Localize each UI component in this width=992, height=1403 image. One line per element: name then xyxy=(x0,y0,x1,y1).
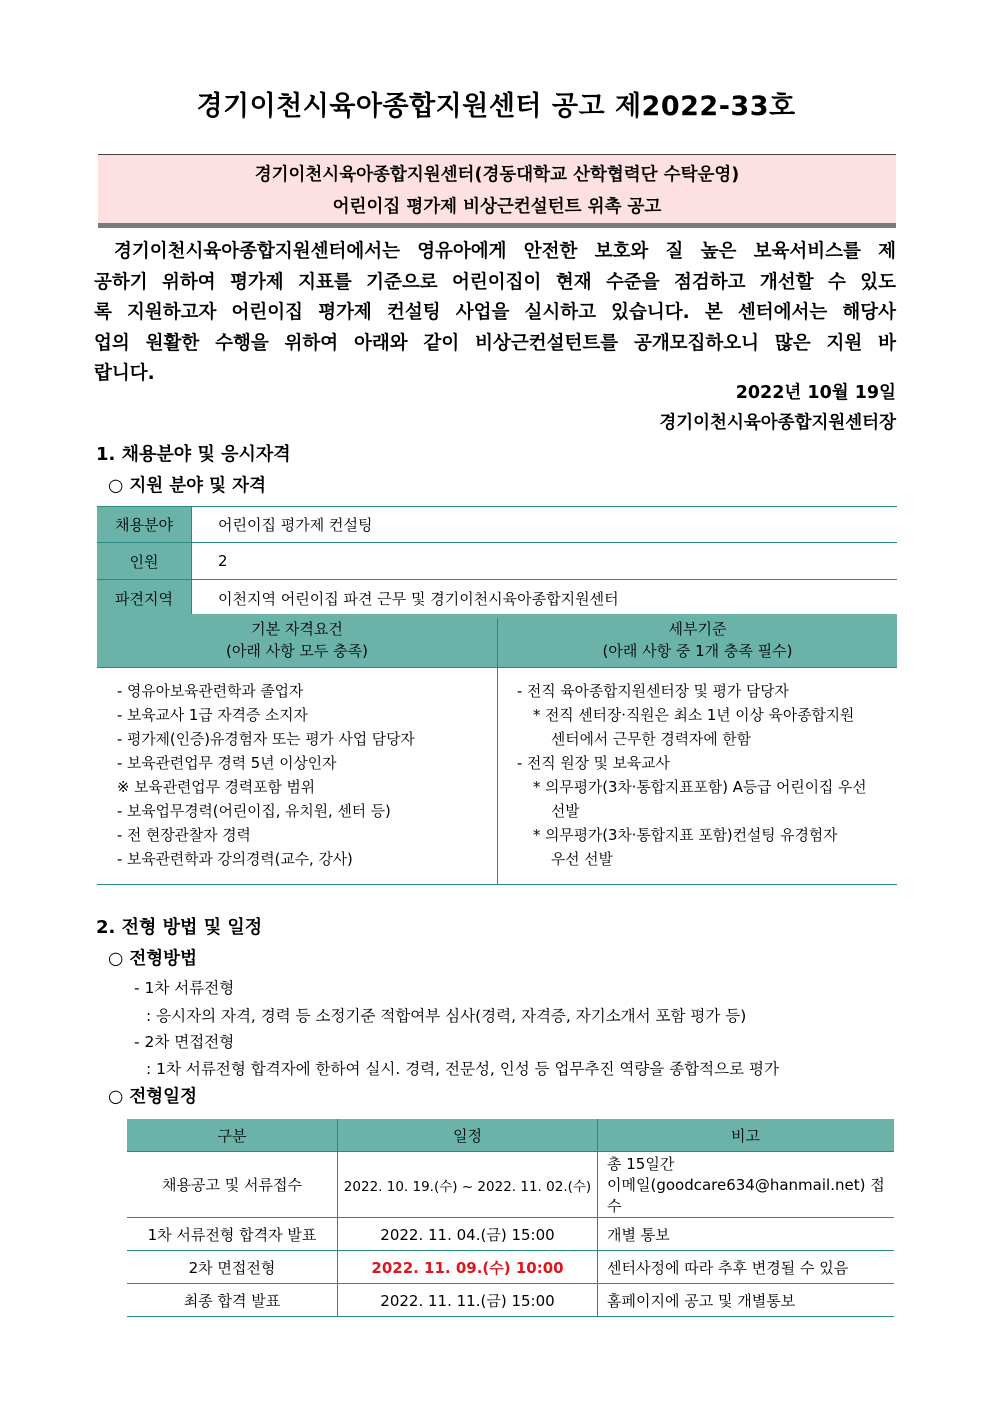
row-value: 이천지역 어린이집 파견 근무 및 경기이천시육아종합지원센터 xyxy=(192,580,898,617)
column-header: 구분 xyxy=(127,1119,338,1152)
header-line: 세부기준 xyxy=(668,620,727,638)
table-row xyxy=(127,1152,894,1218)
category-cell: 최종 합격 발표 xyxy=(127,1284,338,1317)
list-item: - 평가제(인증)유경험자 또는 평가 사업 담당자 xyxy=(117,731,415,748)
category-cell: 1차 서류전형 합격자 발표 xyxy=(127,1218,338,1251)
list-item: - 전직 원장 및 보육교사 xyxy=(517,755,670,772)
intro-line: 록 지원하고자 어린이집 평가제 컨설팅 사업을 실시하고 있습니다. 본 센터에서는 해당사 xyxy=(94,302,896,323)
method-title: ○ 전형방법 xyxy=(108,949,197,969)
list-item: - 보육업무경력(어린이집, 유치원, 센터 등) xyxy=(117,803,391,820)
note-cell: 센터사정에 따라 추후 변경될 수 있음 xyxy=(598,1251,895,1284)
column-header: 비고 xyxy=(598,1119,895,1152)
method-item: : 1차 서류전형 합격자에 한하여 실시. 경력, 전문성, 인성 등 업무추진 역량을 종합적으로 평가 xyxy=(146,1060,779,1078)
recruit-info-table xyxy=(97,506,897,617)
list-item: * 의무평가(3차·통합지표포함) A등급 어린이집 우선 xyxy=(533,779,867,796)
list-item: - 보육관련업무 경력 5년 이상인자 xyxy=(117,755,337,772)
header-line: (아래 사항 중 1개 충족 필수) xyxy=(602,642,793,660)
banner-line-2: 어린이집 평가제 비상근컨설턴트 위촉 공고 xyxy=(332,197,662,217)
note-cell: 개별 통보 xyxy=(598,1218,895,1251)
section-1-heading: 1. 채용분야 및 응시자격 xyxy=(96,444,291,465)
row-label: 파견지역 xyxy=(97,580,192,617)
row-label: 인원 xyxy=(97,543,192,580)
intro-line: 공하기 위하여 평가제 지표를 기준으로 어린이집이 현재 수준을 점검하고 개선할 수 있도 xyxy=(94,271,896,293)
method-item: - 2차 면접전형 xyxy=(134,1033,235,1051)
row-value: 어린이집 평가제 컨설팅 xyxy=(192,506,898,543)
schedule-title: ○ 전형일정 xyxy=(108,1087,197,1107)
intro-line: 경기이천시육아종합지원센터에서는 영유아에게 안전한 보호와 질 높은 보육서비스를 제 xyxy=(114,241,896,262)
page-title: 경기이천시육아종합지원센터 공고 제2022-33호 xyxy=(196,91,796,122)
list-item: - 보육교사 1급 자격증 소지자 xyxy=(117,707,308,724)
list-item: - 영유아보육관련학과 졸업자 xyxy=(117,683,304,700)
list-item: * 의무평가(3차·통합지표 포함)컨설팅 유경험자 xyxy=(533,827,838,844)
category-cell: 2차 면접전형 xyxy=(127,1251,338,1284)
list-item: - 전 현장관찰자 경력 xyxy=(117,827,251,844)
list-item: ※ 보육관련업무 경력포함 범위 xyxy=(117,779,316,796)
signer: 경기이천시육아종합지원센터장 xyxy=(659,413,896,433)
section-1-subheading: ○ 지원 분야 및 자격 xyxy=(108,476,266,496)
date-cell: 2022. 11. 04.(금) 15:00 xyxy=(338,1218,598,1251)
header-line: 기본 자격요건 xyxy=(251,620,343,638)
row-value: 2 xyxy=(192,543,898,580)
table-row xyxy=(127,1251,894,1284)
column-divider xyxy=(497,668,498,884)
list-item: 우선 선발 xyxy=(551,851,613,868)
qualification-header xyxy=(97,614,897,668)
table-row xyxy=(127,1284,894,1317)
table-row xyxy=(127,1218,894,1251)
date-cell-highlight: 2022. 11. 09.(수) 10:00 xyxy=(338,1251,598,1284)
table-header-row xyxy=(127,1119,894,1152)
notice-banner xyxy=(98,154,896,228)
list-item: 센터에서 근무한 경력자에 한함 xyxy=(551,731,751,748)
intro-paragraph xyxy=(94,237,896,390)
note-line: 이메일(goodcare634@hanmail.net) 접수 xyxy=(607,1176,885,1215)
basic-requirements-list xyxy=(117,680,415,872)
table-row xyxy=(97,580,897,617)
list-item: 선발 xyxy=(551,803,580,820)
note-line: 총 15일간 xyxy=(607,1155,675,1173)
detail-criteria-list xyxy=(517,680,867,872)
table-row xyxy=(97,543,897,580)
detail-criteria-header xyxy=(498,618,897,662)
method-item: : 응시자의 자격, 경력 등 소정기준 적합여부 심사(경력, 자격증, 자기소개서 포함 평가 등) xyxy=(146,1007,747,1025)
column-header: 일정 xyxy=(338,1119,598,1152)
note-cell: 홈페이지에 공고 및 개별통보 xyxy=(598,1284,895,1317)
table-row xyxy=(97,506,897,543)
notice-date: 2022년 10월 19일 xyxy=(735,383,896,403)
method-item: - 1차 서류전형 xyxy=(134,979,235,997)
list-item: - 전직 육아종합지원센터장 및 평가 담당자 xyxy=(517,683,789,700)
section-2-heading: 2. 전형 방법 및 일정 xyxy=(96,917,263,938)
date-cell: 2022. 10. 19.(수) ~ 2022. 11. 02.(수) xyxy=(338,1152,598,1218)
intro-line: 업의 원활한 수행을 위하여 아래와 같이 비상근컨설턴트를 공개모집하오니 많은 지원 바 xyxy=(94,332,896,354)
row-label: 채용분야 xyxy=(97,506,192,543)
header-line: (아래 사항 모두 충족) xyxy=(226,642,368,660)
date-cell: 2022. 11. 11.(금) 15:00 xyxy=(338,1284,598,1317)
qualification-body xyxy=(97,668,897,885)
banner-line-1: 경기이천시육아종합지원센터(경동대학교 산학협력단 수탁운영) xyxy=(254,165,740,185)
list-item: * 전직 센터장·직원은 최소 1년 이상 육아종합지원 xyxy=(533,707,855,724)
basic-requirements-header xyxy=(97,618,497,662)
intro-line: 랍니다. xyxy=(94,363,155,384)
category-cell: 채용공고 및 서류접수 xyxy=(127,1152,338,1218)
schedule-table xyxy=(127,1119,894,1317)
table-top-border xyxy=(97,506,897,507)
note-cell xyxy=(598,1152,895,1218)
list-item: - 보육관련학과 강의경력(교수, 강사) xyxy=(117,851,353,868)
